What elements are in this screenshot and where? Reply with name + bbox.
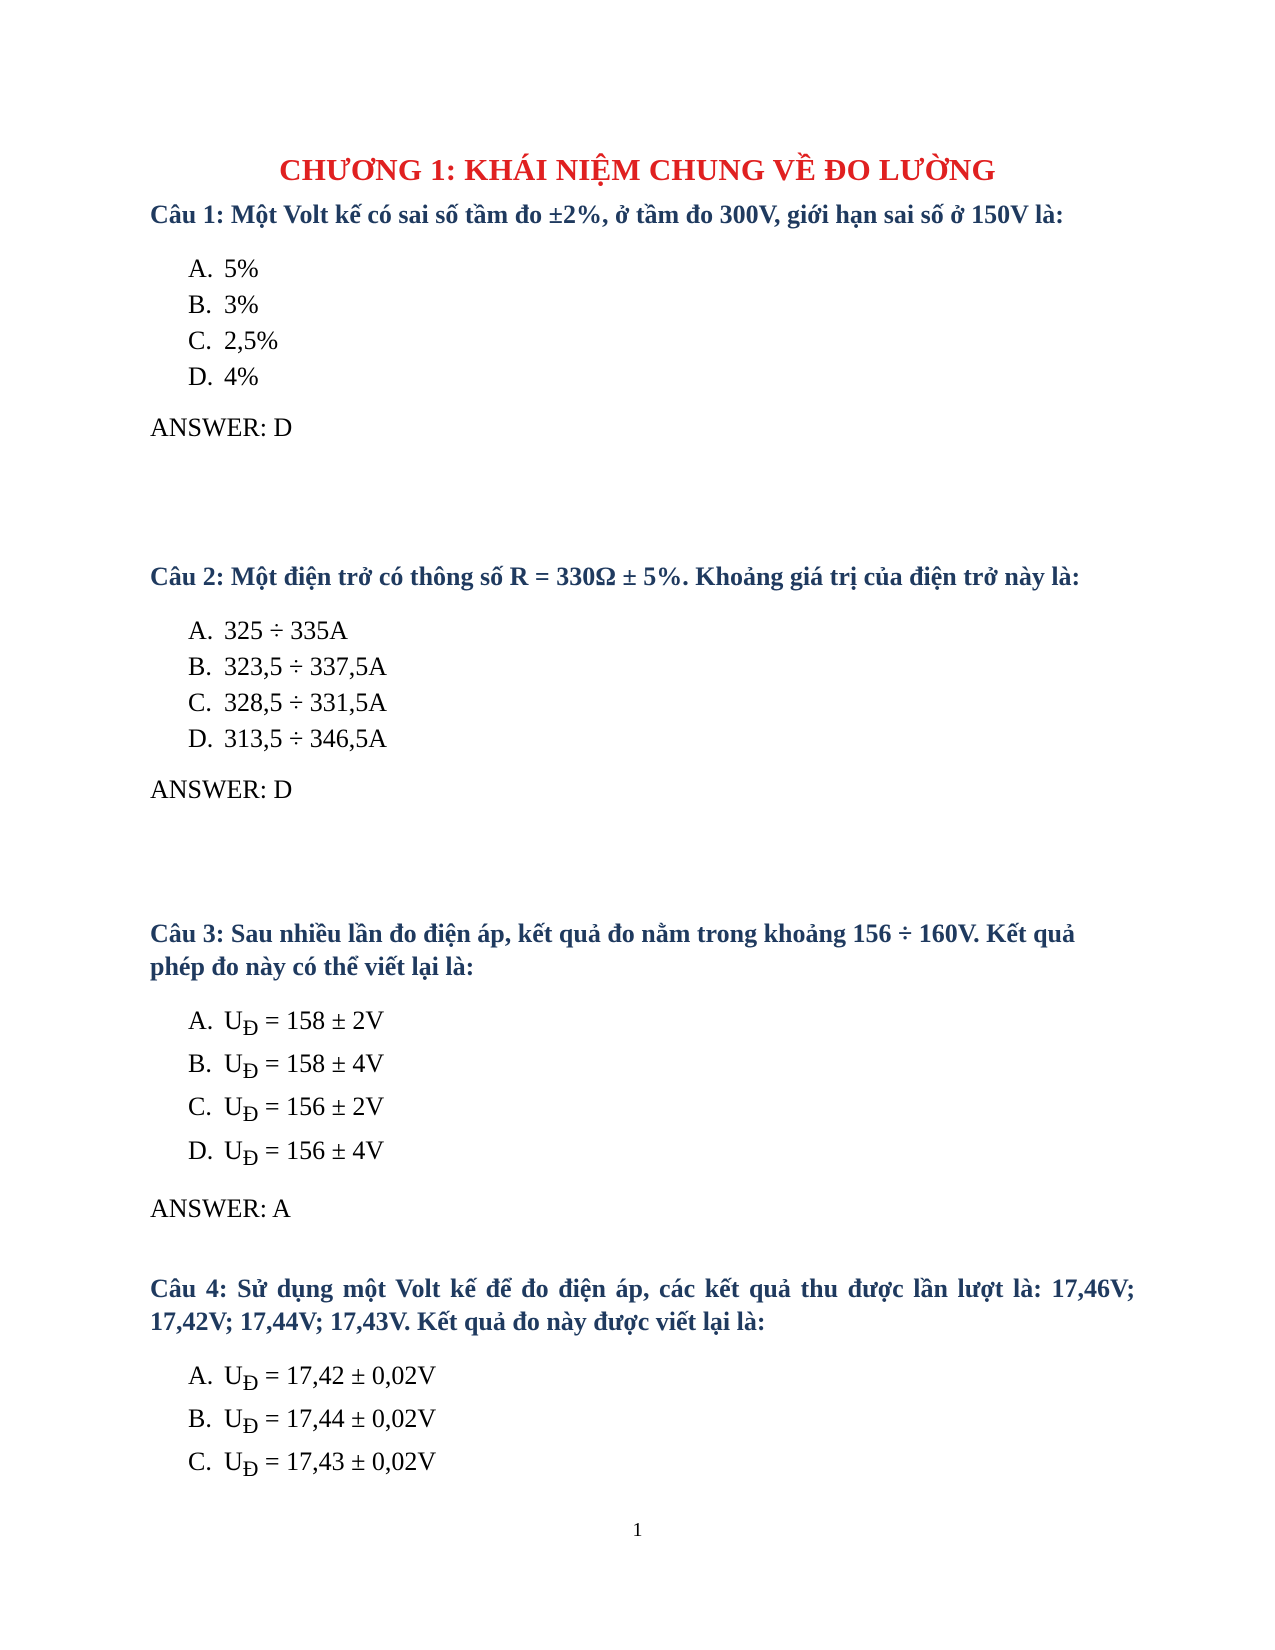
option-c (188, 685, 1135, 721)
option-text-rest: = 17,42 ± 0,02V (258, 1361, 437, 1390)
option-a (188, 613, 1135, 649)
option-b (188, 649, 1135, 685)
option-d (188, 359, 1135, 395)
option-letter: C. (188, 1092, 212, 1122)
option-letter: A. (188, 1361, 214, 1390)
option-text: 313,5 ÷ 346,5A (224, 724, 388, 753)
option-letter: A. (188, 1006, 214, 1035)
option-letter: A. (188, 616, 214, 645)
option-letter: B. (188, 290, 212, 319)
question-text: Câu 2: Một điện trở có thông số R = 330Ω ± 5%. Khoảng giá trị của điện trở này là: (150, 562, 1081, 591)
option-text-rest: = 156 ± 4V (258, 1135, 385, 1165)
option-a (188, 1358, 1135, 1401)
option-c (188, 323, 1135, 359)
option-b (188, 1046, 1135, 1089)
option-text: U (224, 1049, 243, 1079)
option-letter: D. (188, 724, 214, 753)
option-c (188, 1444, 1135, 1487)
option-text: 3% (224, 290, 259, 319)
option-subscript: Đ (242, 1457, 259, 1482)
option-b (188, 287, 1135, 323)
option-list (188, 1003, 1135, 1176)
option-text-rest: = 158 ± 4V (258, 1049, 385, 1079)
option-text: 325 ÷ 335A (224, 616, 349, 645)
question-3 (150, 917, 1135, 1226)
option-subscript: Đ (242, 1371, 259, 1396)
option-subscript: Đ (242, 1102, 259, 1127)
option-list (188, 613, 1135, 757)
option-letter: A. (188, 254, 214, 283)
option-text: U (224, 1447, 243, 1477)
option-list (188, 1358, 1135, 1488)
question-4 (150, 1272, 1135, 1488)
option-letter: B. (188, 652, 212, 681)
option-text: 5% (224, 254, 259, 283)
question-text: Câu 4: Sử dụng một Volt kế để đo điện áp, các kết quả thu được lần lượt là: 17,46V; 17,42V; 17,44V; 17,43V. Kết quả đo này được viết lại là: (150, 1274, 1135, 1336)
option-a (188, 1003, 1135, 1046)
option-letter: B. (188, 1404, 212, 1434)
option-text-rest: = 17,43 ± 0,02V (258, 1447, 437, 1477)
option-letter: D. (188, 1135, 214, 1165)
option-text: 4% (224, 362, 259, 391)
page-number: 1 (632, 1519, 643, 1541)
option-d (188, 1133, 1135, 1176)
question-text: Câu 3: Sau nhiều lần đo điện áp, kết quả đo nằm trong khoảng 156 ÷ 160V. Kết quả phép đo này có thể viết lại là: (150, 919, 1076, 981)
option-text: 323,5 ÷ 337,5A (224, 652, 388, 681)
option-c (188, 1089, 1135, 1132)
question-1 (150, 198, 1135, 445)
answer: ANSWER: D (150, 413, 293, 442)
question-2 (150, 560, 1135, 807)
option-letter: C. (188, 326, 212, 355)
option-subscript: Đ (242, 1145, 259, 1170)
option-text: 328,5 ÷ 331,5A (224, 688, 388, 717)
option-letter: D. (188, 362, 214, 391)
option-list (188, 251, 1135, 395)
option-text-rest: = 17,44 ± 0,02V (258, 1404, 437, 1434)
option-subscript: Đ (242, 1414, 259, 1439)
option-d (188, 721, 1135, 757)
option-text: U (224, 1092, 243, 1122)
option-letter: B. (188, 1049, 212, 1079)
chapter-title: CHƯƠNG 1: KHÁI NIỆM CHUNG VỀ ĐO LƯỜNG (279, 152, 996, 187)
option-text: U (224, 1135, 243, 1165)
option-subscript: Đ (242, 1059, 259, 1084)
answer: ANSWER: D (150, 775, 293, 804)
answer: ANSWER: A (150, 1193, 291, 1223)
option-a (188, 251, 1135, 287)
option-text: U (224, 1006, 243, 1035)
option-text: 2,5% (224, 326, 279, 355)
option-subscript: Đ (242, 1016, 259, 1041)
option-text-rest: = 158 ± 2V (258, 1006, 385, 1035)
option-letter: C. (188, 688, 212, 717)
option-text: U (224, 1404, 243, 1434)
option-b (188, 1401, 1135, 1444)
option-text: U (224, 1361, 243, 1390)
option-letter: C. (188, 1447, 212, 1477)
question-text: Câu 1: Một Volt kế có sai số tầm đo ±2%, ở tầm đo 300V, giới hạn sai số ở 150V là: (150, 200, 1064, 229)
option-text-rest: = 156 ± 2V (258, 1092, 385, 1122)
